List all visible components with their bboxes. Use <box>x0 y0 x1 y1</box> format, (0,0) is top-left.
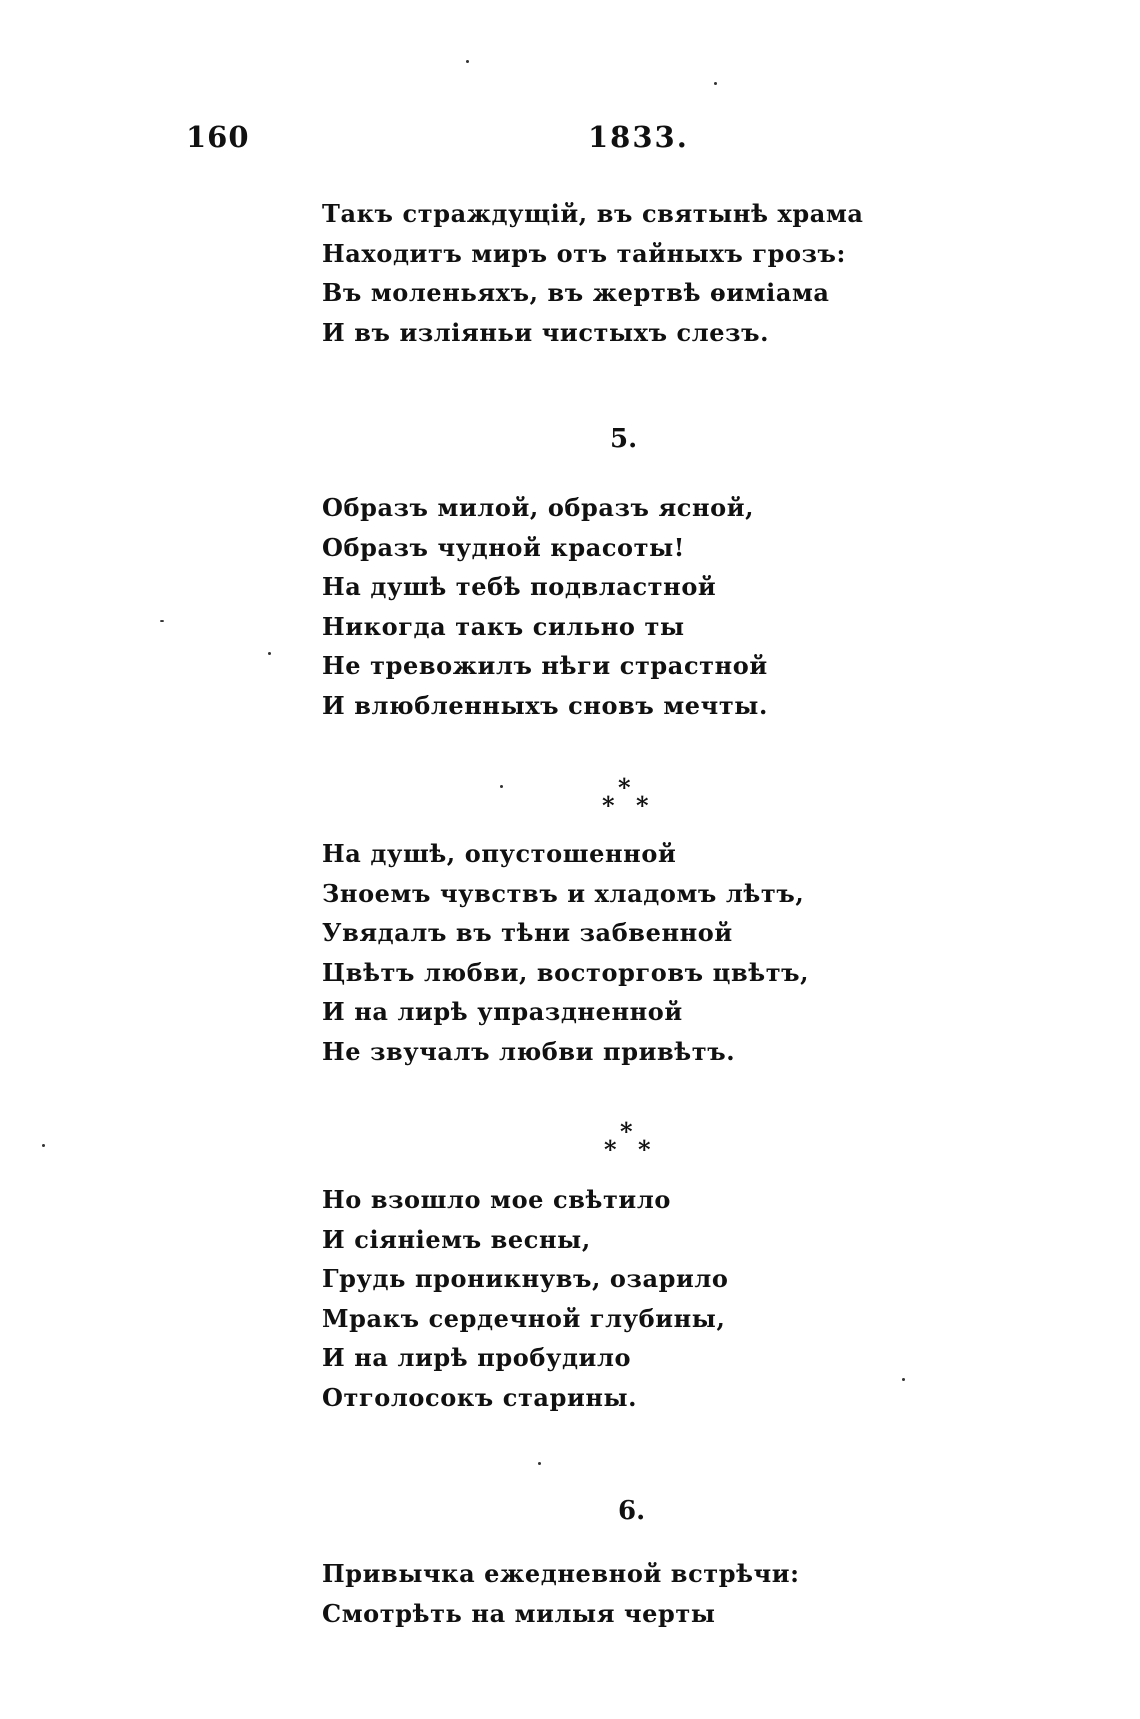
stanza-1 <box>322 194 962 352</box>
asterism-star-right: * <box>636 791 649 820</box>
verse-line: На душѣ, опустошенной <box>322 839 677 868</box>
verse-line: Но взошло мое свѣтило <box>322 1185 671 1214</box>
section-6-poem <box>322 1554 962 1633</box>
asterism-star-top: * <box>620 1117 633 1146</box>
running-head-year: 1833. <box>588 120 689 154</box>
verse-line: Грудь проникнувъ, озарило <box>322 1264 729 1293</box>
print-speck <box>160 620 164 622</box>
verse-line: И въ изліяньи чистыхъ слезъ. <box>322 317 770 347</box>
section-number: 5. <box>610 424 638 454</box>
verse-line: Цвѣтъ любви, восторговъ цвѣтъ, <box>322 957 810 987</box>
verse-line: На душѣ тебѣ подвластной <box>322 572 717 601</box>
asterism-star-left: * <box>602 791 615 820</box>
asterism-divider <box>600 1117 660 1164</box>
asterism-divider <box>598 773 658 820</box>
asterism-star-left: * <box>604 1135 617 1164</box>
verse-line: Не тревожилъ нѣги страстной <box>322 651 768 680</box>
verse-line: Такъ страждущій, въ святынѣ храма <box>322 199 864 228</box>
verse-line: И сіяніемъ весны, <box>322 1224 591 1254</box>
verse-line: Мракъ сердечной глубины, <box>322 1303 726 1333</box>
print-speck <box>466 60 469 63</box>
verse-line: Отголосокъ старины. <box>322 1382 638 1412</box>
verse-line: Привычка ежедневной встрѣчи: <box>322 1559 800 1588</box>
stanza-2 <box>322 834 962 1071</box>
asterism-star-right: * <box>638 1135 651 1164</box>
verse-line: Находитъ миръ отъ тайныхъ грозъ: <box>322 238 847 268</box>
print-speck <box>500 785 503 788</box>
verse-line: И влюбленныхъ сновъ мечты. <box>322 690 768 720</box>
verse-line: Образъ чудной красоты! <box>322 532 685 562</box>
print-speck <box>714 82 717 85</box>
verse-line: Никогда такъ сильно ты <box>322 611 685 641</box>
verse-line: И на лирѣ пробудило <box>322 1343 632 1372</box>
section-5-poem <box>322 488 962 725</box>
asterism-star-top: * <box>618 773 631 802</box>
print-speck <box>42 1144 45 1147</box>
verse-line: И на лирѣ упраздненной <box>322 997 683 1026</box>
verse-line: Смотрѣть на милыя черты <box>322 1598 716 1628</box>
verse-line: Образъ милой, образъ ясной, <box>322 493 755 522</box>
verse-line: Въ моленьяхъ, въ жертвѣ ѳиміама <box>322 278 830 307</box>
verse-line: Увядалъ въ тѣни забвенной <box>322 918 733 947</box>
print-speck <box>268 652 271 655</box>
verse-line: Зноемъ чувствъ и хладомъ лѣтъ, <box>322 878 805 908</box>
print-speck <box>538 1462 541 1465</box>
section-number: 6. <box>618 1496 646 1526</box>
page-header <box>0 120 1140 160</box>
verse-line: Не звучалъ любви привѣтъ. <box>322 1036 736 1066</box>
stanza-3 <box>322 1180 962 1417</box>
page-number: 160 <box>186 120 250 154</box>
